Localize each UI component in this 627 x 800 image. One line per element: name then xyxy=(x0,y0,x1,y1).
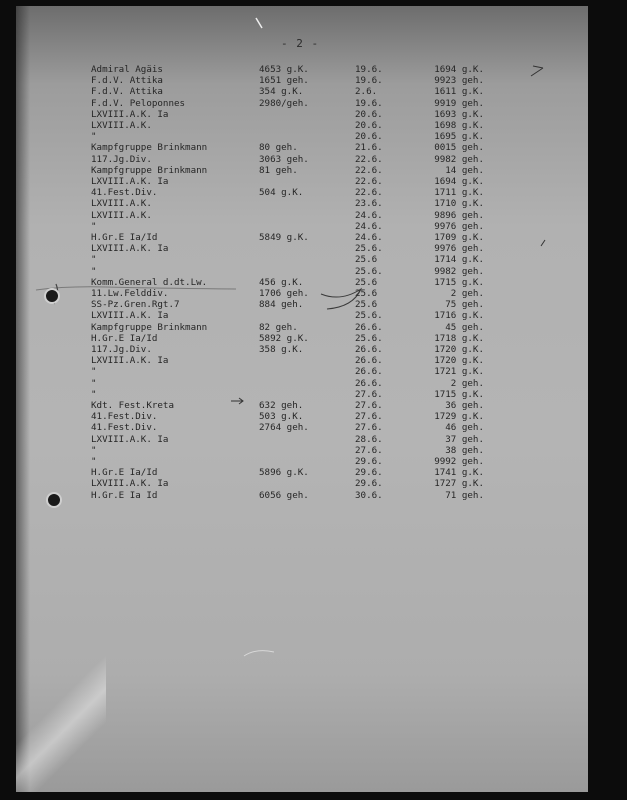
unit-cell: " xyxy=(91,377,97,389)
unit-cell: Kampfgruppe Brinkmann xyxy=(91,164,208,176)
unit-cell: LXVIII.A.K. xyxy=(91,198,152,210)
journal-number-cell: 2 geh. xyxy=(450,377,484,389)
journal-number-cell: 1611 g.K. xyxy=(434,86,484,98)
journal-number-cell: 9976 geh. xyxy=(434,220,484,232)
date-cell: 29.6. xyxy=(355,478,383,490)
date-cell: 25.6. xyxy=(355,310,383,322)
unit-cell: 117.Jg.Div. xyxy=(91,344,152,355)
journal-number-cell: 1693 g.K. xyxy=(434,108,484,120)
unit-cell: F.d.V. Peloponnes xyxy=(91,97,186,109)
date-cell: 29.6. xyxy=(355,456,383,467)
journal-number-cell: 1698 g.K. xyxy=(434,120,484,131)
date-cell: 25.6 xyxy=(355,299,378,311)
pencil-annotations xyxy=(16,6,588,792)
journal-number-cell: 9896 geh. xyxy=(434,209,484,221)
unit-cell: Kdt. Fest.Kreta xyxy=(91,400,174,411)
reference-cell: 456 g.K. xyxy=(259,276,304,288)
date-cell: 26.6. xyxy=(355,321,383,333)
journal-number-cell: 75 geh. xyxy=(445,299,484,311)
unit-cell: H.Gr.E Ia/Id xyxy=(91,332,158,344)
date-cell: 22.6. xyxy=(355,176,383,187)
date-cell: 20.6. xyxy=(355,120,383,131)
unit-cell: " xyxy=(91,444,97,456)
unit-cell: " xyxy=(91,254,97,266)
reference-cell: 6056 geh. xyxy=(259,489,309,501)
date-cell: 29.6. xyxy=(355,467,383,479)
reference-cell: 358 g.K. xyxy=(259,344,304,355)
unit-cell: H.Gr.E Ia/Id xyxy=(91,232,158,243)
date-cell: 24.6. xyxy=(355,220,383,232)
document-page xyxy=(16,6,588,792)
date-cell: 27.6. xyxy=(355,422,383,434)
date-cell: 22.6. xyxy=(355,164,383,176)
reference-cell: 2980/geh. xyxy=(259,97,309,109)
date-cell: 27.6. xyxy=(355,444,383,456)
journal-number-cell: 1716 g.K. xyxy=(434,310,484,322)
reference-cell: 354 g.K. xyxy=(259,86,304,98)
date-cell: 21.6. xyxy=(355,142,383,154)
unit-cell: Admiral Agäis xyxy=(91,64,163,75)
unit-cell: " xyxy=(91,388,97,400)
unit-cell: LXVIII.A.K. Ia xyxy=(91,433,169,445)
journal-number-cell: 37 geh. xyxy=(445,433,484,445)
reference-cell: 80 geh. xyxy=(259,142,298,154)
unit-cell: H.Gr.E Ia Id xyxy=(91,489,158,501)
unit-cell: SS-Pz.Gren.Rgt.7 xyxy=(91,299,180,311)
reference-cell: 1706 geh. xyxy=(259,288,309,299)
date-cell: 19.6. xyxy=(355,75,383,87)
unit-cell: LXVIII.A.K. Ia xyxy=(91,310,169,322)
journal-number-cell: 9982 geh. xyxy=(434,265,484,277)
unit-cell: " xyxy=(91,131,97,143)
journal-number-cell: 1741 g.K. xyxy=(434,467,484,479)
journal-number-cell: 45 geh. xyxy=(445,321,484,333)
journal-number-cell: 1720 g.K. xyxy=(434,344,484,355)
journal-number-cell: 2 geh. xyxy=(450,288,484,299)
reference-cell: 2764 geh. xyxy=(259,422,309,434)
unit-cell: F.d.V. Attika xyxy=(91,75,163,87)
journal-number-cell: 1720 g.K. xyxy=(434,355,484,367)
journal-number-cell: 1709 g.K. xyxy=(434,232,484,243)
unit-cell: Kampfgruppe Brinkmann xyxy=(91,321,208,333)
date-cell: 26.6. xyxy=(355,366,383,378)
date-cell: 19.6. xyxy=(355,97,383,109)
date-cell: 25.6 xyxy=(355,254,378,266)
date-cell: 27.6. xyxy=(355,400,383,411)
date-cell: 23.6. xyxy=(355,198,383,210)
journal-number-cell: 9992 geh. xyxy=(434,456,484,467)
unit-cell: 41.Fest.Div. xyxy=(91,422,158,434)
date-cell: 22.6. xyxy=(355,187,383,199)
reference-cell: 884 geh. xyxy=(259,299,304,311)
reference-cell: 4653 g.K. xyxy=(259,64,309,75)
unit-cell: " xyxy=(91,265,97,277)
date-cell: 25.6. xyxy=(355,265,383,277)
date-cell: 24.6. xyxy=(355,209,383,221)
reference-cell: 504 g.K. xyxy=(259,187,304,199)
unit-cell: LXVIII.A.K. xyxy=(91,209,152,221)
punch-hole-upper xyxy=(44,288,60,304)
date-cell: 26.6. xyxy=(355,355,383,367)
unit-cell: H.Gr.E Ia/Id xyxy=(91,467,158,479)
journal-number-cell: 9919 geh. xyxy=(434,97,484,109)
journal-number-cell: 1715 g.K. xyxy=(434,276,484,288)
unit-cell: F.d.V. Attika xyxy=(91,86,163,98)
journal-number-cell: 9982 geh. xyxy=(434,153,484,165)
reference-cell: 632 geh. xyxy=(259,400,304,411)
date-cell: 20.6. xyxy=(355,108,383,120)
journal-number-cell: 71 geh. xyxy=(445,489,484,501)
date-cell: 28.6. xyxy=(355,433,383,445)
date-cell: 25.6 xyxy=(355,288,378,299)
date-cell: 25.6. xyxy=(355,243,383,255)
date-cell: 26.6. xyxy=(355,377,383,389)
reference-cell: 82 geh. xyxy=(259,321,298,333)
reference-cell: 5892 g.K. xyxy=(259,332,309,344)
unit-cell: 41.Fest.Div. xyxy=(91,411,158,423)
journal-number-cell: 1694 g.K. xyxy=(434,64,484,75)
journal-number-cell: 9976 geh. xyxy=(434,243,484,255)
reference-cell: 503 g.K. xyxy=(259,411,304,423)
date-cell: 19.6. xyxy=(355,64,383,75)
journal-number-cell: 1727 g.K. xyxy=(434,478,484,490)
journal-number-cell: 14 geh. xyxy=(445,164,484,176)
date-cell: 20.6. xyxy=(355,131,383,143)
unit-cell: LXVIII.A.K. Ia xyxy=(91,108,169,120)
unit-cell: Kampfgruppe Brinkmann xyxy=(91,142,208,154)
date-cell: 27.6. xyxy=(355,411,383,423)
unit-cell: Komm.General d.dt.Lw. xyxy=(91,276,208,288)
date-cell: 25.6 xyxy=(355,276,378,288)
unit-cell: LXVIII.A.K. Ia xyxy=(91,478,169,490)
journal-number-cell: 1695 g.K. xyxy=(434,131,484,143)
journal-number-cell: 1718 g.K. xyxy=(434,332,484,344)
journal-number-cell: 1729 g.K. xyxy=(434,411,484,423)
date-cell: 30.6. xyxy=(355,489,383,501)
unit-cell: 11.Lw.Felddiv. xyxy=(91,288,169,299)
journal-number-cell: 1715 g.K. xyxy=(434,388,484,400)
punch-hole-lower xyxy=(46,492,62,508)
reference-cell: 1651 geh. xyxy=(259,75,309,87)
journal-number-cell: 0015 geh. xyxy=(434,142,484,154)
unit-cell: " xyxy=(91,456,97,467)
journal-number-cell: 1711 g.K. xyxy=(434,187,484,199)
unit-cell: 117.Jg.Div. xyxy=(91,153,152,165)
page-number: - 2 - xyxy=(281,37,320,50)
unit-cell: 41.Fest.Div. xyxy=(91,187,158,199)
journal-number-cell: 46 geh. xyxy=(445,422,484,434)
reference-cell: 5849 g.K. xyxy=(259,232,309,243)
date-cell: 25.6. xyxy=(355,332,383,344)
unit-cell: LXVIII.A.K. Ia xyxy=(91,176,169,187)
unit-cell: LXVIII.A.K. Ia xyxy=(91,355,169,367)
reference-cell: 3063 geh. xyxy=(259,153,309,165)
unit-cell: LXVIII.A.K. Ia xyxy=(91,243,169,255)
date-cell: 26.6. xyxy=(355,344,383,355)
journal-number-cell: 1694 g.K. xyxy=(434,176,484,187)
journal-number-cell: 1721 g.K. xyxy=(434,366,484,378)
unit-cell: LXVIII.A.K. xyxy=(91,120,152,131)
reference-cell: 5896 g.K. xyxy=(259,467,309,479)
journal-number-cell: 9923 geh. xyxy=(434,75,484,87)
journal-number-cell: 38 geh. xyxy=(445,444,484,456)
date-cell: 27.6. xyxy=(355,388,383,400)
journal-number-cell: 36 geh. xyxy=(445,400,484,411)
date-cell: 24.6. xyxy=(355,232,383,243)
date-cell: 22.6. xyxy=(355,153,383,165)
reference-cell: 81 geh. xyxy=(259,164,298,176)
journal-number-cell: 1714 g.K. xyxy=(434,254,484,266)
unit-cell: " xyxy=(91,366,97,378)
journal-number-cell: 1710 g.K. xyxy=(434,198,484,210)
date-cell: 2.6. xyxy=(355,86,378,98)
unit-cell: " xyxy=(91,220,97,232)
